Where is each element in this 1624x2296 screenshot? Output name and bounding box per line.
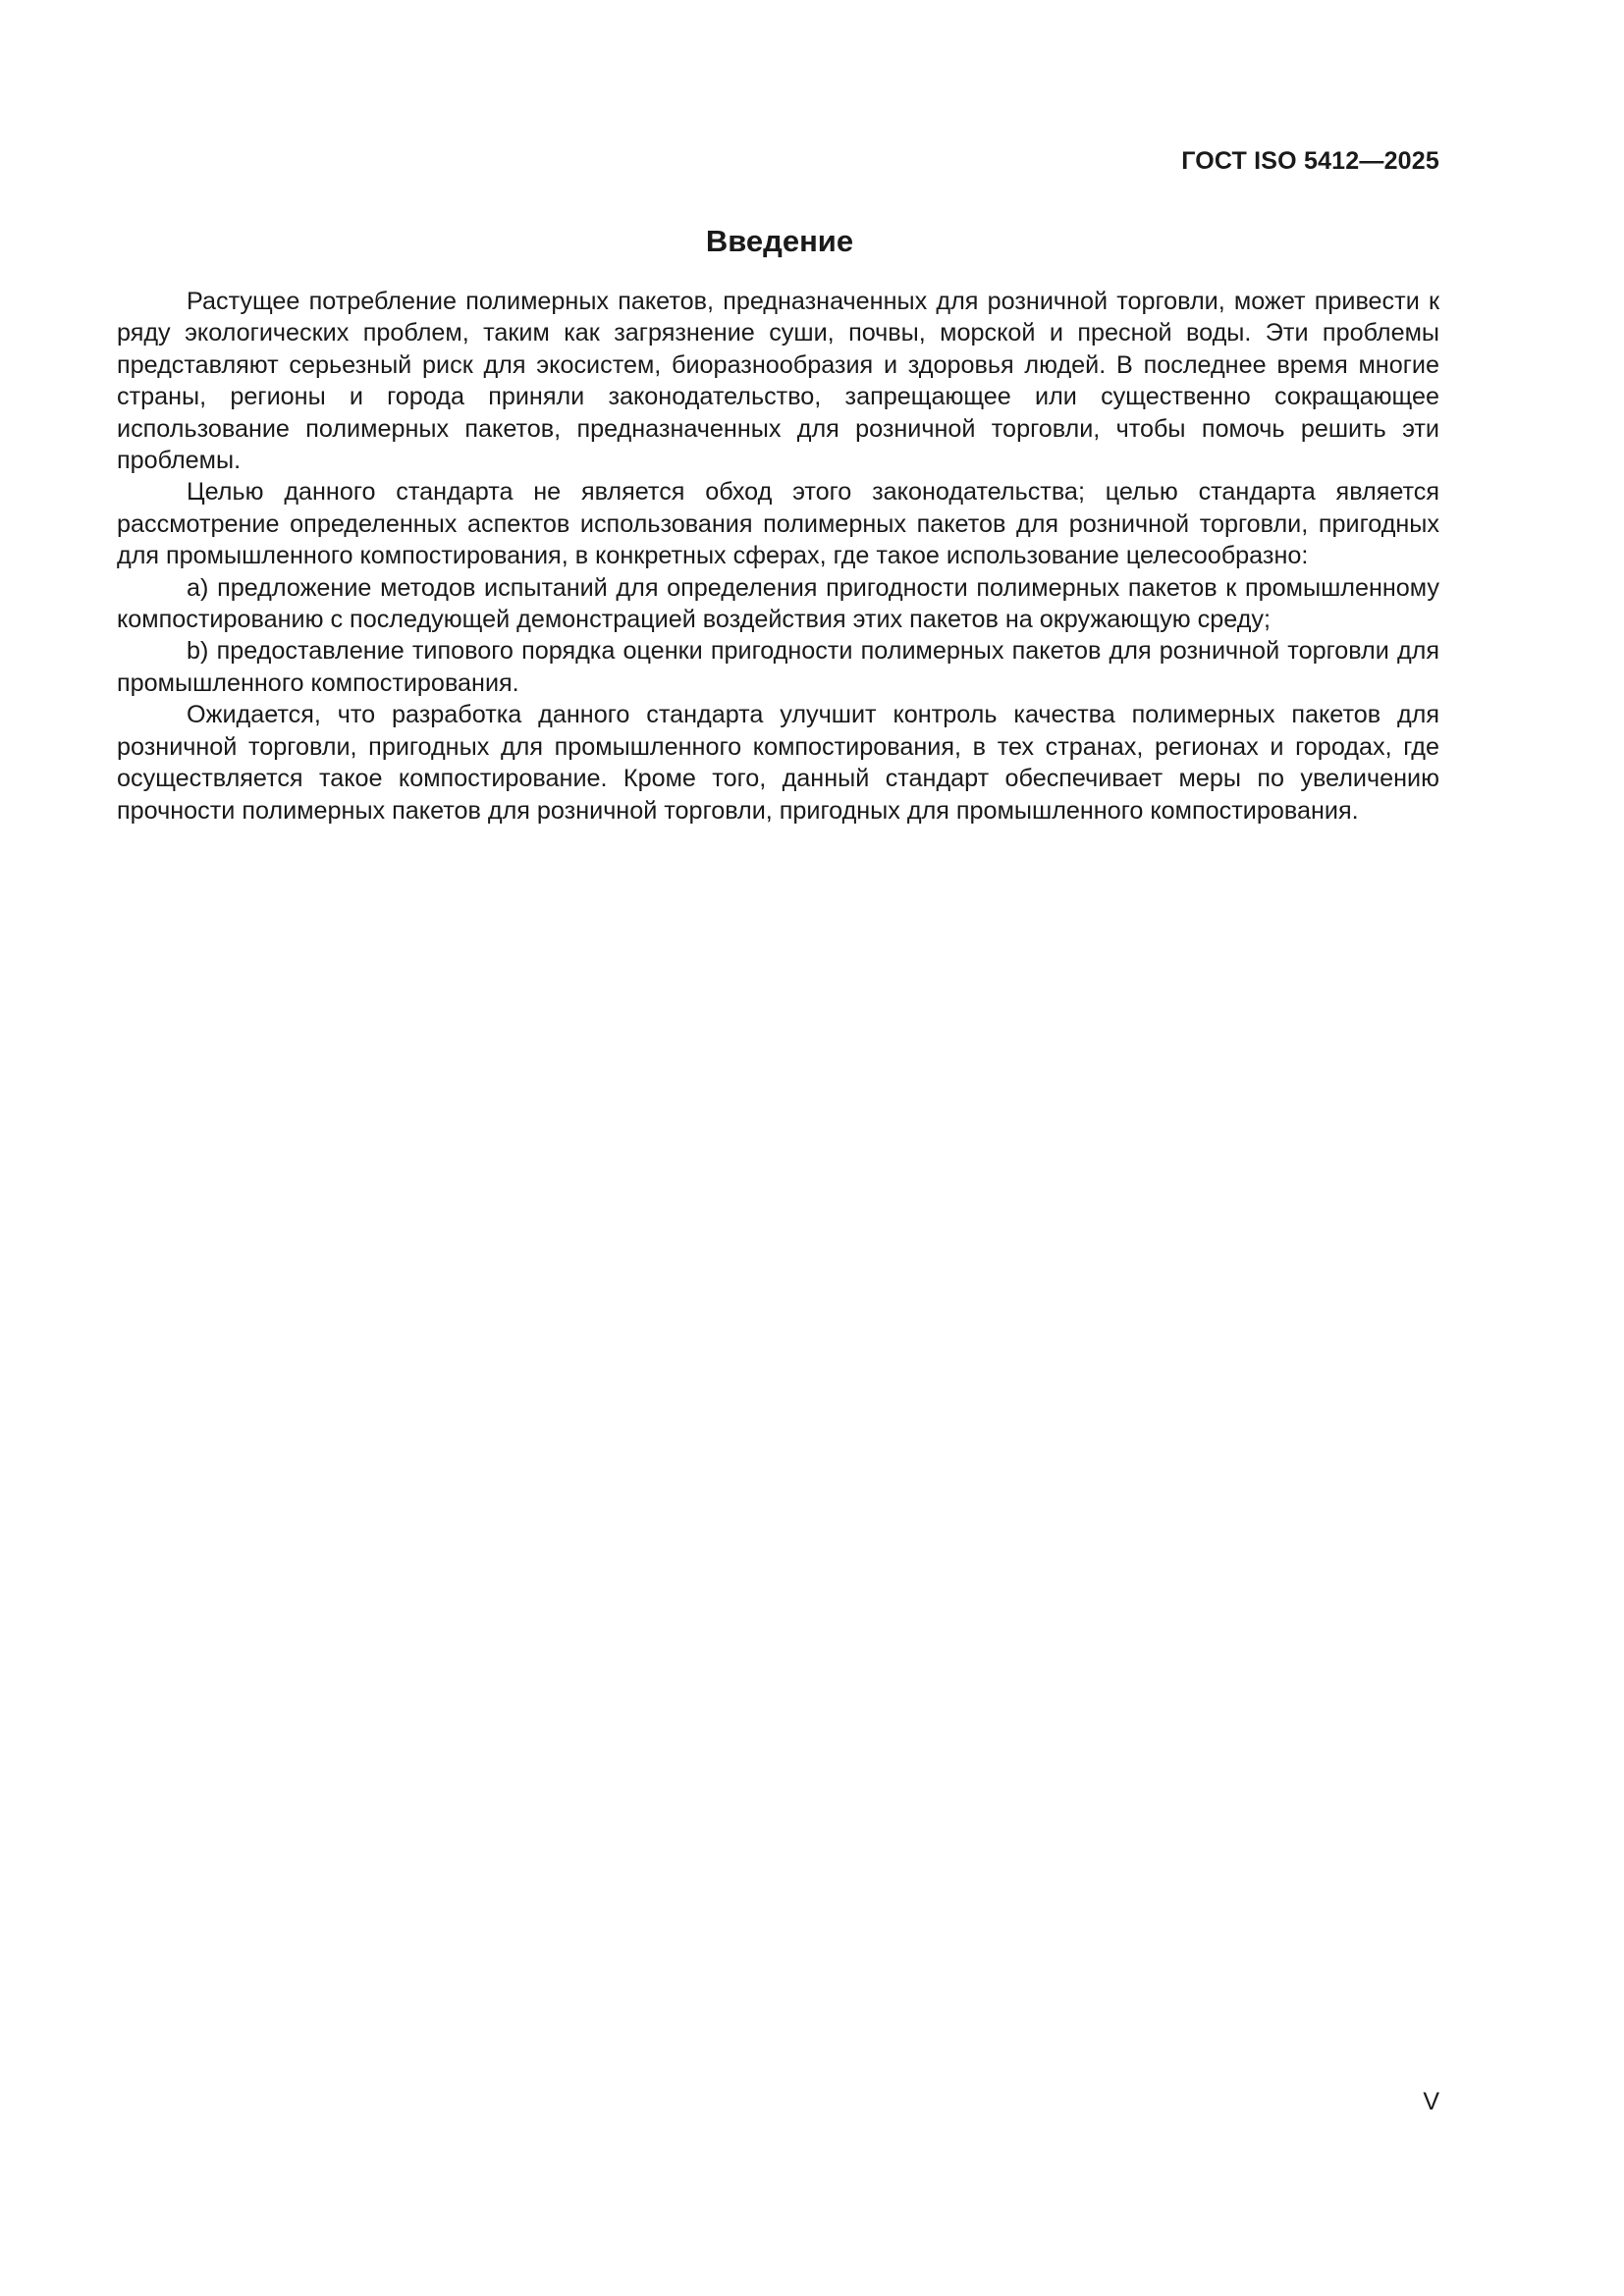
page-number: V (1423, 2088, 1439, 2115)
body-text (117, 286, 1439, 827)
paragraph-item-a: a) предложение методов испытаний для определения пригодности полимерных пакетов к промышленному компостированию с последующей демонстрацией воздействия этих пакетов на окружающую среду; (117, 573, 1439, 634)
paragraph-purpose: Целью данного стандарта не является обход этого законодательства; целью стандарта является рассмотрение определенных аспектов использования полимерных пакетов для розничной торговли, пригодных для промышленного компостирования, в конкретных сферах, где такое использование целесообразно: (117, 478, 1439, 570)
paragraph-intro: Растущее потребление полимерных пакетов, предназначенных для розничной торговли, может привести к ряду экологических проблем, таким как загрязнение суши, почвы, морской и пресной воды. Эти проблемы представляют серьезный риск для экосистем, биоразнообразия и здоровья людей. В последнее время многие страны, регионы и города приняли законодательство, запрещающее или существенно сокращающее использование полимерных пакетов, предназначенных для розничной торговли, чтобы помочь решить эти проблемы. (117, 288, 1439, 475)
paragraph-expectation: Ожидается, что разработка данного стандарта улучшит контроль качества полимерных пакетов для розничной торговли, пригодных для промышленного компостирования, в тех странах, регионах и городах, где осуществляется такое компостирование. Кроме того, данный стандарт обеспечивает меры по увеличению прочности полимерных пакетов для розничной торговли, пригодных для промышленного компостирования. (117, 701, 1439, 825)
document-code-header: ГОСТ ISO 5412—2025 (1181, 147, 1439, 175)
paragraph-item-b: b) предоставление типового порядка оценки пригодности полимерных пакетов для розничной торговли для промышленного компостирования. (117, 637, 1439, 697)
section-title: Введение (705, 224, 854, 258)
